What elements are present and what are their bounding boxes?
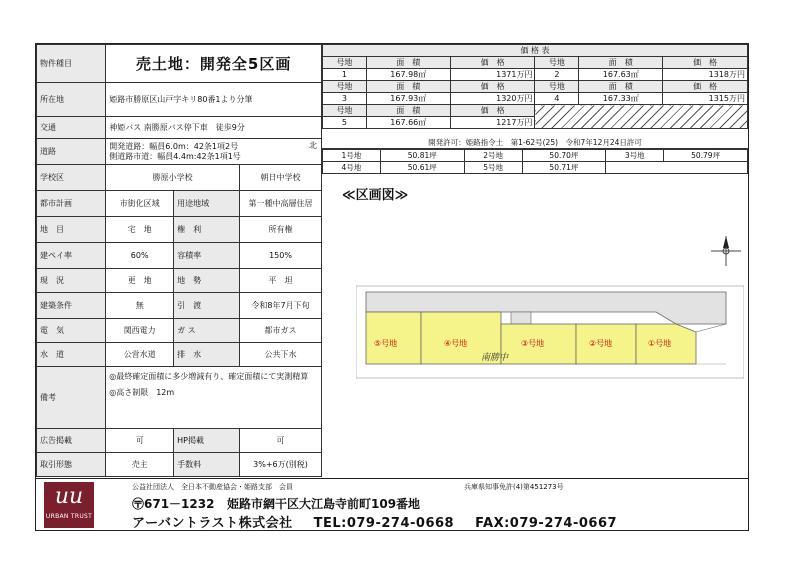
company-name: アーバントラスト株式会社 [132,516,293,531]
transaction-value: 売主 [106,453,174,477]
tsubo-lot-2: 2号地 [464,150,522,162]
label-far: 容積率 [174,243,240,269]
tsubo-value-1: 50.81坪 [380,150,464,162]
header-area: 面 積 [366,105,450,117]
map-label-lot-3: ③号地 [521,339,545,348]
page-title: 売土地：開発全5区画 [106,45,322,83]
plot-map [356,272,744,382]
header-lot: 号地 [323,105,367,117]
label-current-state: 現 況 [37,269,106,293]
logo-brand-text: URBAN TRUST [45,513,93,520]
empty-hatched-cell [535,105,748,129]
header-area: 面 積 [366,81,450,93]
development-permit: 開発許可：姫路指令土 第1-62号(25) 令和7年12月24日許可 [322,137,748,149]
postal-code: 〶671－1232 [132,497,215,511]
gas-value: 都市ガス [240,319,322,343]
lot-5-price: 1217万円 [450,117,535,129]
far-value: 150% [240,243,322,269]
lot-2-price: 1318万円 [663,69,748,81]
label-gas: ガ ス [174,319,240,343]
elementary-school: 勝原小学校 [106,165,240,191]
label-transaction: 取引形態 [37,453,106,477]
map-label-lot-4: ④号地 [444,339,468,348]
zoning-value: 第一種中高層住居 [240,191,322,217]
label-hp: HP掲載 [174,429,240,453]
lot-4-no: 4 [535,93,579,105]
remark-1: ◎最終確定面積に多少増減有り、確定面積にて実測精算 [109,372,309,381]
remark-2: ◎高さ制限 12m [109,388,175,397]
label-electricity: 電 気 [37,319,106,343]
rights-value: 所有権 [240,217,322,243]
label-terrain: 地 勢 [174,269,240,293]
lot-3-price: 1320万円 [450,93,535,105]
tsubo-value-5: 50.71坪 [522,162,606,174]
tsubo-table [322,149,748,174]
label-school: 学校区 [37,165,106,191]
header-lot: 号地 [323,81,367,93]
header-price: 価 格 [663,81,748,93]
label-type: 物件種目 [37,45,106,83]
electricity-value: 関西電力 [106,319,174,343]
label-location: 所在地 [37,83,106,117]
tsubo-value-3: 50.79坪 [664,150,748,162]
label-water: 水 道 [37,343,106,367]
header-area: 面 積 [579,81,663,93]
lot-4-price: 1315万円 [663,93,748,105]
logo-mark-icon: uu [54,484,84,509]
header-price: 価 格 [450,57,535,69]
tsubo-lot-4: 4号地 [323,162,381,174]
label-delivery: 引 渡 [174,293,240,319]
junior-high-school: 朝日中学校 [240,165,322,191]
map-label-lot-2: ②号地 [589,339,613,348]
hp-value: 可 [240,429,322,453]
price-table [322,44,748,129]
lot-3-no: 3 [323,93,367,105]
build-condition-value: 無 [106,293,174,319]
map-label-lot-5: ⑤号地 [374,339,398,348]
tsubo-lot-5: 5号地 [464,162,522,174]
label-remarks: 備考 [37,367,106,429]
label-zoning: 用途地域 [174,191,240,217]
lot-1-no: 1 [323,69,367,81]
header-lot: 号地 [535,81,579,93]
company-logo [44,482,94,528]
label-city-planning: 都市計画 [37,191,106,217]
map-label-lot-1: ①号地 [648,339,672,348]
lot-2-no: 2 [535,69,579,81]
tsubo-value-4: 50.61坪 [380,162,464,174]
coverage-value: 60% [106,243,174,269]
lot-3-area: 167.93㎡ [366,93,450,105]
address-text: 姫路市網干区大江島寺前町109番地 [227,497,421,511]
water-value: 公営水道 [106,343,174,367]
location-value: 姫路市勝原区山戸字キリ80番1より分筆 [106,83,322,117]
lot-5 [366,312,421,364]
property-sheet [35,43,749,479]
header-area: 面 積 [579,57,663,69]
tsubo-lot-1: 1号地 [323,150,381,162]
tsubo-lot-3: 3号地 [606,150,664,162]
road-line-2: 側道路市道：幅員4.4m:42条1項1号 [109,151,241,161]
plot-map-title: ≪区画図≫ [342,188,409,203]
lot-1-area: 167.98㎡ [366,69,450,81]
header-lot: 号地 [323,57,367,69]
property-details-table [36,44,322,477]
label-build-condition: 建築条件 [37,293,106,319]
map-handwritten-note: 南勝中 [481,353,509,363]
label-land-category: 地 目 [37,217,106,243]
lot-5-area: 167.66㎡ [366,117,450,129]
tsubo-value-2: 50.70坪 [522,150,606,162]
company-contact [132,512,633,531]
land-category-value: 宅 地 [106,217,174,243]
lot-2-area: 167.63㎡ [579,69,663,81]
label-access: 交通 [37,117,106,139]
company-footer [35,479,749,531]
company-address [132,495,420,512]
city-planning-value: 市街化区域 [106,191,174,217]
terrain-value: 平 坦 [240,269,322,293]
header-area: 面 積 [366,57,450,69]
access-value: 神姫バス 南勝原バス停下車 徒歩9分 [106,117,322,139]
association-membership: 公益社団法人 全日本不動産協会・姫路支部 会員 [132,483,293,491]
label-drainage: 排 水 [174,343,240,367]
broker-license: 兵庫県知事免許(4)第451273号 [464,483,564,491]
tsubo-empty [606,162,748,174]
label-fee: 手数料 [174,453,240,477]
label-rights: 権 利 [174,217,240,243]
phone-number: TEL:079-274-0668 [313,516,455,531]
lot-5-no: 5 [323,117,367,129]
header-price: 価 格 [450,105,535,117]
north-arrow-icon [709,234,743,268]
fee-value: 3%+6万(別税) [240,453,322,477]
lot-4-area: 167.33㎡ [579,93,663,105]
lot-1-price: 1371万円 [450,69,535,81]
remarks-value [106,367,322,429]
label-advertising: 広告掲載 [37,429,106,453]
drainage-value: 公共下水 [240,343,322,367]
current-state-value: 更 地 [106,269,174,293]
road-value [106,139,322,165]
delivery-value: 令和8年7月下旬 [240,293,322,319]
label-road: 道路 [37,139,106,165]
price-table-title: 価 格 表 [323,45,748,57]
header-price: 価 格 [450,81,535,93]
label-coverage: 建ペイ率 [37,243,106,269]
header-lot: 号地 [535,57,579,69]
advertising-value: 可 [106,429,174,453]
header-price: 価 格 [663,57,748,69]
fax-number: FAX:079-274-0667 [475,516,618,531]
road-line-1: 開発道路：幅員6.0m：42条1項2号 [109,141,239,151]
road-north: 北 [309,141,317,150]
